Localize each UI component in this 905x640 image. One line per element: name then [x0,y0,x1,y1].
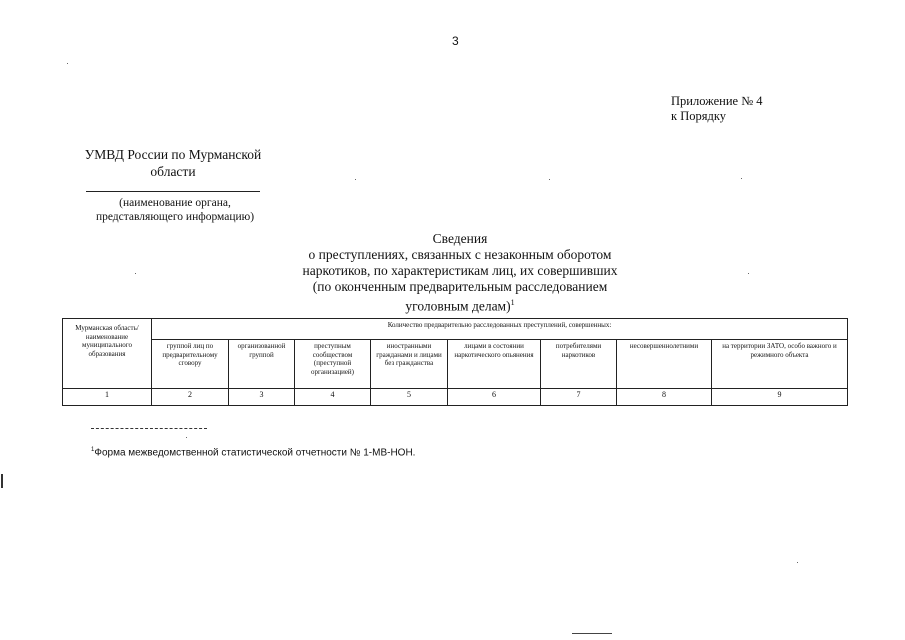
title-line-2: о преступлениях, связанных с незаконным оборотом [308,247,612,262]
scan-speck [549,179,550,180]
column-number: 2 [152,389,229,406]
column-number-row [63,389,848,406]
column-header: преступным сообществом (преступной организацией) [295,340,371,389]
organization-name-line-2: области [150,164,196,179]
appendix-line-1: Приложение № 4 [671,94,763,108]
title-line-5 [240,295,680,315]
column-number: 1 [63,389,152,406]
table-subheader-row [63,340,848,389]
scan-speck [67,63,68,64]
scan-speck [797,562,798,563]
organization-name-line-1: УМВД России по Мурманской [84,147,262,162]
column-number: 7 [541,389,617,406]
footnote-text: Форма межведомственной статистической отчетности № 1-МВ-НОН. [94,447,416,459]
column-header: на территории ЗАТО, особо важного и режимного объекта [712,340,848,389]
organization-underline [86,191,260,192]
scan-speck [355,179,356,180]
column-header: несовершеннолетними [617,340,712,389]
footnote-marker: 1 [91,447,95,453]
column-number: 3 [229,389,295,406]
report-table [62,318,848,406]
appendix-note [671,94,763,124]
region-header-cell: Мурманская область/наименование муниципального образования [63,319,152,389]
footnote [91,447,415,458]
table-header-row [63,319,848,340]
appendix-line-2: к Порядку [671,109,726,123]
column-number: 8 [617,389,712,406]
organization-caption-line-1: (наименование органа, [119,197,231,209]
scan-bottom-mark [572,633,612,634]
column-header: группой лиц по предварительному сговору [152,340,229,389]
column-number: 4 [295,389,371,406]
page-number: 3 [452,34,459,48]
column-number: 9 [712,389,848,406]
document-title [240,231,680,315]
organization-name [73,146,273,180]
column-number: 6 [448,389,541,406]
title-line-3: наркотиков, по характеристикам лиц, их совершивших [302,263,618,278]
column-number: 5 [371,389,448,406]
scan-speck [748,273,749,274]
column-header: лицами в состоянии наркотического опьянения [448,340,541,389]
title-line-5-text: уголовным делам) [405,298,511,314]
group-header-cell: Количество предварительно расследованных преступлений, совершенных: [152,319,848,340]
title-line-4: (по оконченным предварительным расследованием [312,279,608,294]
scan-speck [186,437,187,438]
scan-speck [135,273,136,274]
title-line-1: Сведения [432,231,488,246]
footnote-separator [91,428,207,429]
organization-caption-line-2: представляющего информацию) [95,211,255,223]
scan-edge-mark [1,474,3,488]
column-header: потребителями наркотиков [541,340,617,389]
column-header: иностранными гражданами и лицами без гражданства [371,340,448,389]
scan-speck [741,178,742,179]
title-footnote-ref: 1 [510,298,515,307]
column-header: организованной группой [229,340,295,389]
organization-caption [80,196,270,224]
